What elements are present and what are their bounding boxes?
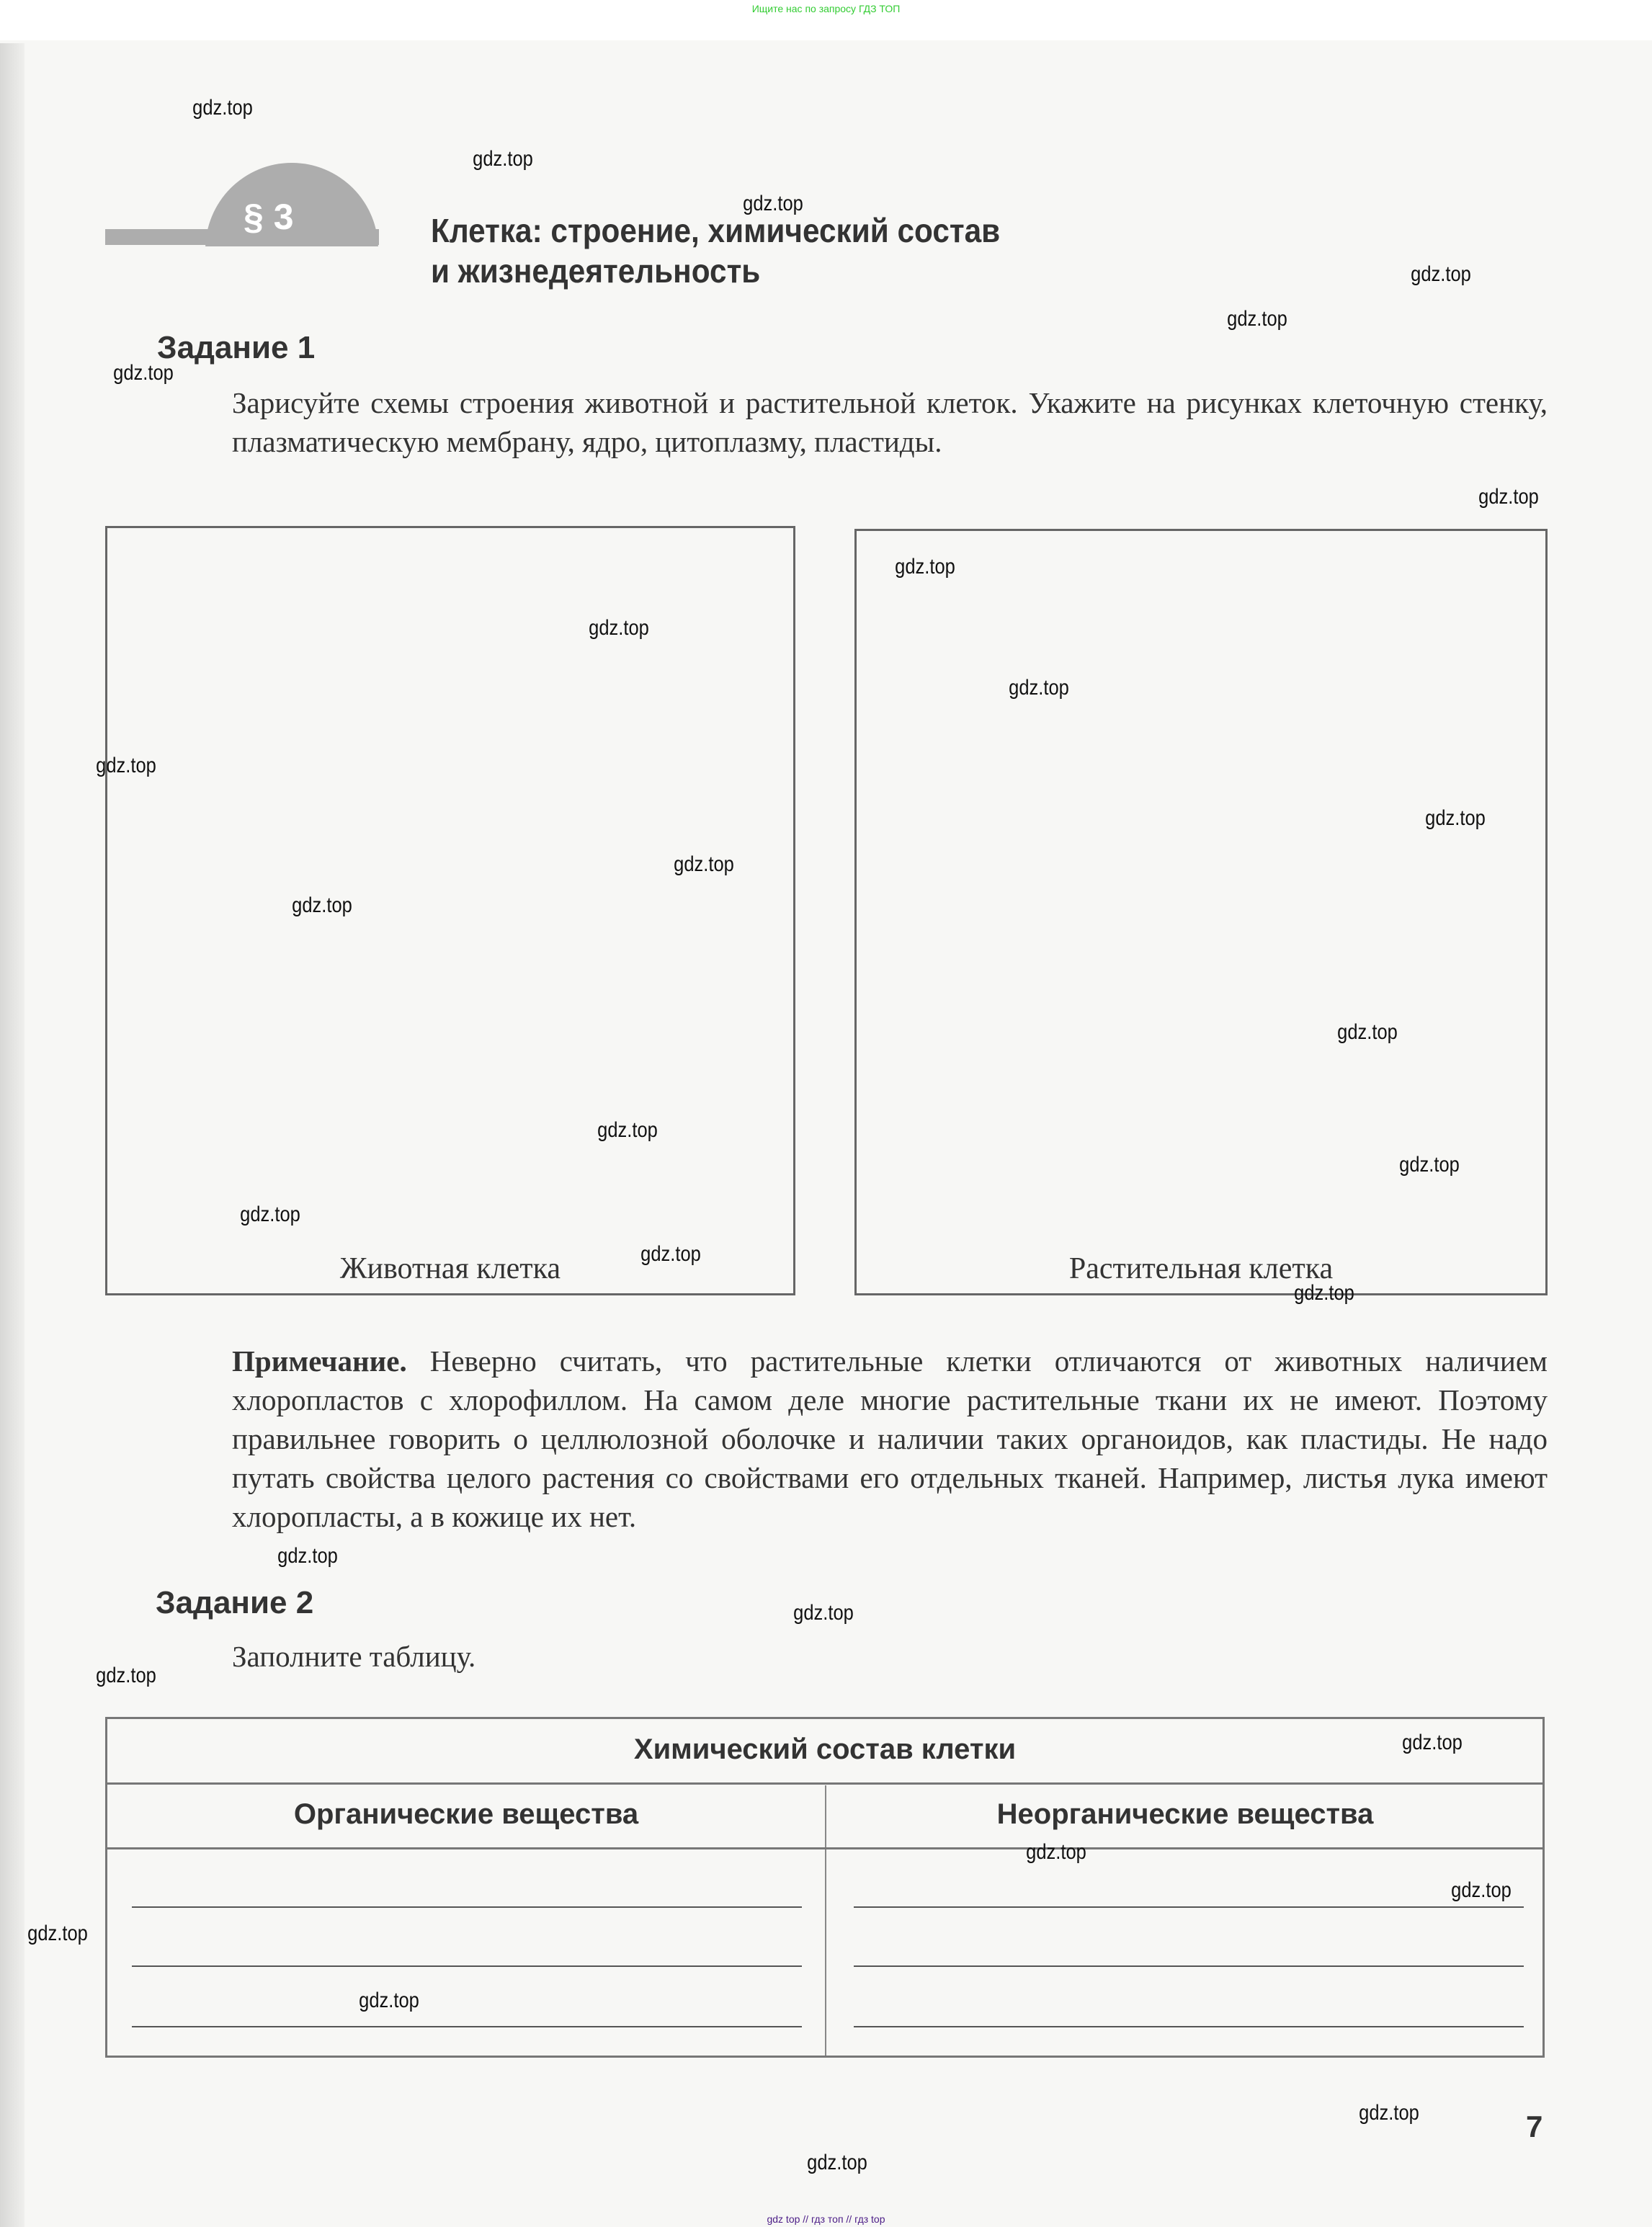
column-header-inorganic: Неорганические вещества [996, 1798, 1374, 1830]
answer-line-organic-3[interactable] [132, 2026, 802, 2027]
watermark-text: gdz.top [359, 1989, 419, 2012]
answer-line-organic-2[interactable] [132, 1965, 802, 1967]
plant-cell-drawing-box[interactable] [854, 529, 1548, 1295]
table-divider [107, 1847, 1542, 1849]
watermark-text: gdz.top [674, 852, 734, 876]
note-text [232, 1342, 1548, 1536]
watermark-text: gdz.top [1399, 1153, 1460, 1177]
answer-line-organic-1[interactable] [132, 1906, 802, 1908]
section-header-bar [105, 229, 379, 245]
watermark-text: gdz.top [807, 2151, 867, 2174]
watermark-text: gdz.top [597, 1118, 658, 1142]
watermark-text: gdz.top [1411, 262, 1471, 286]
watermark-text: gdz.top [793, 1601, 854, 1625]
watermark-text: gdz.top [1359, 2101, 1419, 2125]
watermark-text: gdz.top [96, 1664, 156, 1687]
answer-line-inorganic-3[interactable] [854, 2026, 1524, 2027]
watermark-text: gdz.top [1402, 1731, 1463, 1754]
watermark-text: gdz.top [192, 96, 253, 120]
watermark-text: gdz.top [1478, 485, 1539, 509]
footer-watermark: gdz top // гдз топ // гдз top [767, 2213, 885, 2225]
animal-cell-label: Животная клетка [339, 1252, 561, 1285]
watermark-text: gdz.top [27, 1922, 88, 1945]
search-banner: Ищите нас по запросу ГДЗ ТОП [751, 3, 901, 14]
section-badge-dome [205, 163, 378, 329]
watermark-text: gdz.top [473, 147, 533, 171]
answer-line-inorganic-2[interactable] [854, 1965, 1524, 1967]
scan-edge-shadow [0, 43, 24, 2227]
watermark-text: gdz.top [96, 754, 156, 777]
watermark-text: gdz.top [113, 361, 174, 385]
chemical-composition-table [105, 1717, 1545, 2058]
title-line-1: Клетка: строение, химический состав [431, 212, 1001, 249]
watermark-text: gdz.top [1337, 1020, 1398, 1044]
note-body: Неверно считать, что растительные клетки отличаются от животных наличием хлоропластов с хлорофиллом. На самом деле многие растительные ткани их не имеют. Поэтому правильнее говорить о целлюлозной оболочке и наличии таких органоидов, как пластиды. Не надо путать свойства целого растения со свойствами его отдельных тканей. Например, листья лука имеют хлоропласты, а в кожице их нет. [232, 1344, 1548, 1533]
note-label: Примечание. [232, 1344, 407, 1378]
task2-heading: Задание 2 [156, 1585, 314, 1620]
watermark-text: gdz.top [1425, 806, 1486, 830]
plant-cell-label: Растительная клетка [1068, 1252, 1334, 1285]
watermark-text: gdz.top [1451, 1878, 1512, 1902]
column-header-organic: Органические вещества [293, 1798, 639, 1830]
watermark-text: gdz.top [292, 893, 352, 917]
watermark-text: gdz.top [240, 1202, 300, 1226]
title-line-2: и жизнедеятельность [431, 252, 761, 290]
watermark-text: gdz.top [1026, 1840, 1086, 1864]
table-divider [107, 1782, 1542, 1785]
watermark-text: gdz.top [277, 1544, 338, 1568]
watermark-text: gdz.top [1009, 676, 1069, 700]
section-number: § 3 [244, 197, 294, 237]
task1-text: Зарисуйте схемы строения животной и растительной клеток. Укажите на рисунках клеточную стенку, плазматическую мембрану, ядро, цитоплазму, пластиды. [232, 386, 1548, 458]
watermark-text: gdz.top [640, 1242, 701, 1266]
task2-text: Заполните таблицу. [232, 1640, 476, 1673]
watermark-text: gdz.top [743, 192, 803, 215]
task1-heading: Задание 1 [157, 330, 316, 365]
watermark-text: gdz.top [1294, 1281, 1354, 1305]
watermark-text: gdz.top [1227, 307, 1287, 331]
watermark-text: gdz.top [895, 555, 955, 579]
page-number: 7 [1526, 2110, 1543, 2143]
answer-line-inorganic-1[interactable] [854, 1906, 1524, 1908]
watermark-text: gdz.top [589, 616, 649, 640]
table-title: Химический состав клетки [633, 1733, 1017, 1765]
animal-cell-drawing-box[interactable] [105, 526, 795, 1295]
page-title [431, 210, 1000, 291]
